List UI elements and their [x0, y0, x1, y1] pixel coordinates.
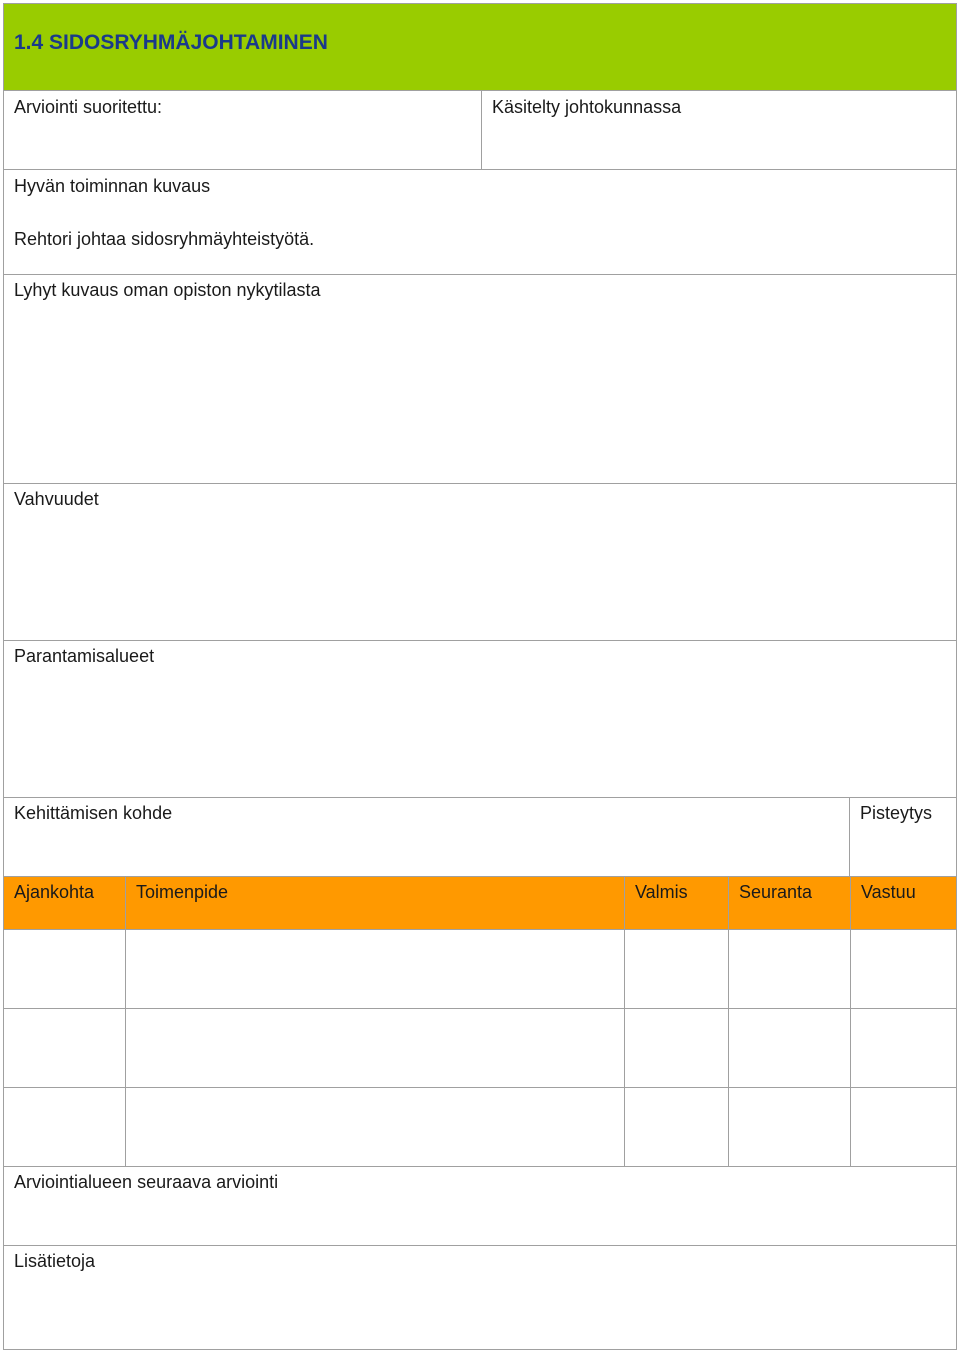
column-header-responsible: Vastuu: [850, 877, 956, 929]
table-cell-done[interactable]: [624, 1009, 728, 1087]
table-cell-followup[interactable]: [728, 930, 850, 1008]
table-cell-timing[interactable]: [4, 1009, 125, 1087]
good-practice-text: Rehtori johtaa sidosryhmäyhteistyötä.: [14, 229, 315, 249]
additional-info-section[interactable]: [4, 1246, 956, 1349]
table-cell-action[interactable]: [125, 1088, 624, 1166]
table-cell-responsible[interactable]: [850, 930, 956, 1008]
column-header-followup: Seuranta: [728, 877, 850, 929]
strengths-label: Vahvuudet: [14, 489, 99, 509]
good-practice-row: [4, 170, 956, 275]
table-cell-action[interactable]: [125, 930, 624, 1008]
improvement-areas-section[interactable]: [4, 641, 956, 798]
table-cell-followup[interactable]: [728, 1009, 850, 1087]
improvement-areas-label: Parantamisalueet: [14, 646, 155, 666]
development-target-label: Kehittämisen kohde: [14, 803, 173, 823]
title-bar: [4, 4, 956, 91]
column-header-timing: Ajankohta: [14, 882, 95, 902]
column-header-done: Valmis: [624, 877, 728, 929]
table-cell-done[interactable]: [624, 1088, 728, 1166]
column-header-action: Toimenpide: [125, 877, 624, 929]
next-evaluation-section[interactable]: [4, 1167, 956, 1246]
table-cell-done[interactable]: [624, 930, 728, 1008]
table-row: [4, 1009, 956, 1088]
current-state-label: Lyhyt kuvaus oman opiston nykytilasta: [14, 280, 321, 300]
table-cell-timing[interactable]: [4, 1088, 125, 1166]
header-row: [4, 91, 956, 170]
good-practice-heading: Hyvän toiminnan kuvaus: [14, 176, 211, 196]
action-table-header: [4, 877, 956, 930]
page-title: 1.4 SIDOSRYHMÄJOHTAMINEN: [14, 31, 328, 54]
table-row: [4, 1088, 956, 1167]
table-cell-action[interactable]: [125, 1009, 624, 1087]
score-field[interactable]: [849, 798, 956, 876]
table-row: [4, 930, 956, 1009]
additional-info-label: Lisätietoja: [14, 1251, 96, 1271]
table-cell-responsible[interactable]: [850, 1009, 956, 1087]
next-evaluation-label: Arviointialueen seuraava arviointi: [14, 1172, 279, 1192]
table-cell-followup[interactable]: [728, 1088, 850, 1166]
board-handled-label: Käsitelty johtokunnassa: [492, 97, 682, 117]
board-handled-field[interactable]: [481, 91, 956, 169]
evaluation-form: [3, 3, 957, 1350]
evaluation-done-field[interactable]: [4, 91, 481, 169]
evaluation-done-label: Arviointi suoritettu:: [14, 97, 163, 117]
strengths-section[interactable]: [4, 484, 956, 641]
table-cell-responsible[interactable]: [850, 1088, 956, 1166]
development-target-row: [4, 798, 956, 877]
development-target-field[interactable]: [4, 798, 849, 876]
current-state-section[interactable]: [4, 275, 956, 484]
score-label: Pisteytys: [860, 803, 933, 823]
table-cell-timing[interactable]: [4, 930, 125, 1008]
